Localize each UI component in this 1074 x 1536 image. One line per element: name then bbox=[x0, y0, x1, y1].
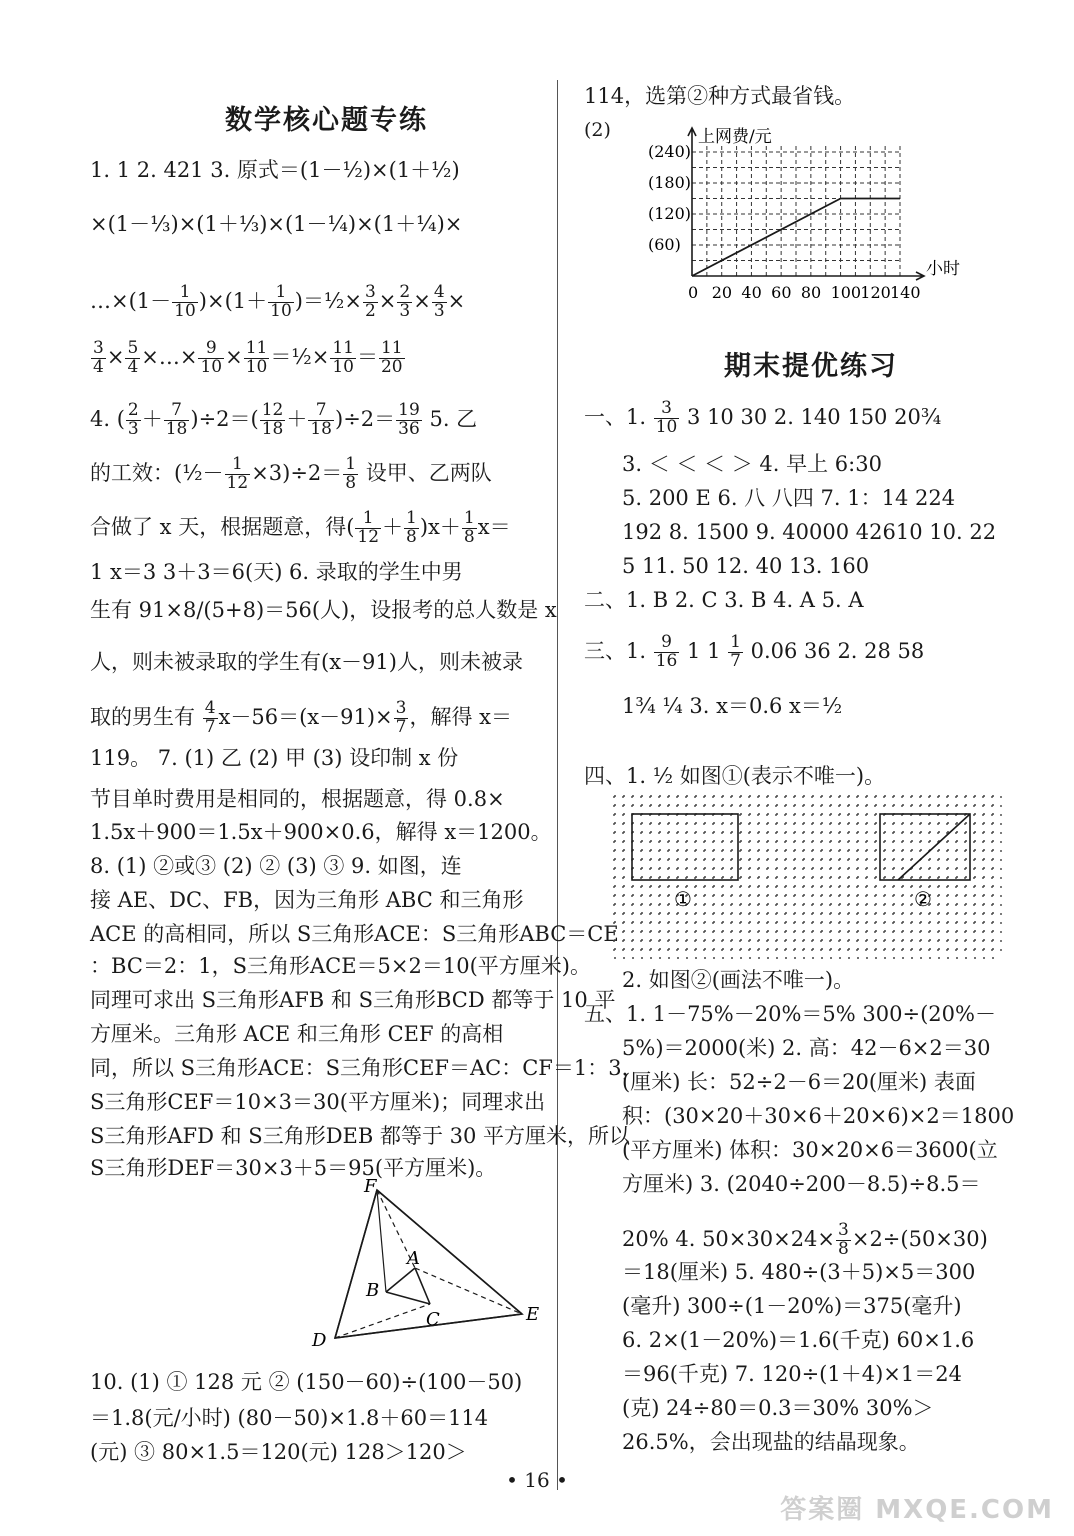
left-line-21: 同，所以 S三角形ACE：S三角形CEF＝AC：CF＝1：3， bbox=[90, 1056, 643, 1080]
continued-line: 114，选第②种方式最省钱。 bbox=[584, 84, 856, 108]
page-number: • 16 • bbox=[506, 1468, 568, 1492]
left-line-22: S三角形CEF＝10×3＝30(平方厘米)；同理求出 bbox=[90, 1090, 546, 1114]
y-tick-label: (120) bbox=[648, 204, 692, 223]
left-line-18: ：BC＝2：1，S三角形ACE＝5×2＝10(平方厘米)。 bbox=[90, 954, 591, 978]
label-E: E bbox=[526, 1304, 540, 1325]
left-line-16: 接 AE、DC、FB，因为三角形 ABC 和三角形 bbox=[90, 888, 524, 912]
right-line-1: 一、1. $\frac{3}{10}$ 3 10 30 2. 140 150 20¾ bbox=[584, 398, 942, 437]
x-tick-label: 140 bbox=[890, 283, 921, 302]
fraction: $\frac{1}{10}$ bbox=[270, 282, 292, 321]
fraction: $\frac{3}{10}$ bbox=[655, 398, 678, 437]
watermark: 答案圈 MXQE.COM bbox=[780, 1495, 1054, 1525]
fraction: $\frac{1}{12}$ bbox=[357, 508, 380, 547]
right-line-8: 1¾ ¼ 3. x＝0.6 x＝½ bbox=[622, 694, 843, 718]
right-line-21: ＝96(千克) 7. 120÷(1＋4)×1＝24 bbox=[622, 1362, 962, 1386]
left-line-15: 8. (1) ②或③ (2) ② (3) ③ 9. 如图，连 bbox=[90, 854, 462, 878]
section-heading-core: 数学核心题专练 bbox=[225, 105, 428, 136]
fraction: $\frac{1}{8}$ bbox=[463, 508, 475, 547]
right-line-4: 192 8. 1500 9. 40000 42610 10. 22 bbox=[622, 520, 997, 544]
x-tick-label: 60 bbox=[771, 283, 792, 302]
fraction: $\frac{3}{2}$ bbox=[364, 282, 376, 321]
left-line-23: S三角形AFD 和 S三角形DEB 都等于 30 平方厘米，所以 bbox=[90, 1124, 631, 1148]
graph-item-label: (2) bbox=[584, 119, 611, 141]
left-line-12: 119。 7. (1) 乙 (2) 甲 (3) 设印制 x 份 bbox=[90, 746, 459, 770]
y-tick-label: (240) bbox=[648, 142, 692, 161]
left-line-24: S三角形DEF＝30×3＋5＝95(平方厘米)。 bbox=[90, 1156, 497, 1180]
right-line-5: 5 11. 50 12. 40 13. 160 bbox=[622, 554, 870, 578]
x-tick-label: 40 bbox=[741, 283, 762, 302]
y-tick-label: (180) bbox=[648, 173, 692, 192]
fraction: $\frac{11}{10}$ bbox=[245, 338, 268, 377]
left-line-5: 4. ( $\frac{2}{3}$ ＋ $\frac{7}{18}$ )÷2＝( $\frac{12}{18}$ ＋ $\frac{7}{18}$ )÷2＝ $\frac{19}{36}$ 5. 乙 bbox=[90, 400, 478, 439]
dot-grid-figure bbox=[614, 792, 1024, 966]
fraction: $\frac{4}{3}$ bbox=[433, 282, 445, 321]
grid-label-2: ② bbox=[914, 887, 932, 911]
right-line-11: 五、1. 1－75%－20%＝5% 300÷(20%－ bbox=[584, 1002, 996, 1026]
fraction: $\frac{1}{7}$ bbox=[730, 632, 741, 671]
fraction: $\frac{4}{7}$ bbox=[204, 698, 216, 737]
x-tick-label: 0 bbox=[688, 283, 699, 302]
fraction: $\frac{3}{7}$ bbox=[395, 698, 407, 737]
x-axis-label: 小时 bbox=[926, 259, 960, 279]
left-line-13: 节目单时费用是相同的，根据题意，得 0.8× bbox=[90, 787, 505, 811]
left-line-19: 同理可求出 S三角形AFB 和 S三角形BCD 都等于 10 平 bbox=[90, 988, 616, 1012]
fraction: $\frac{1}{12}$ bbox=[226, 454, 249, 493]
left-line-2: ×(1－⅓)×(1＋⅓)×(1－¼)×(1＋¼)× bbox=[90, 212, 463, 236]
right-line-16: 方厘米) 3. (2040÷200－8.5)÷8.5＝ bbox=[622, 1172, 981, 1196]
label-B: B bbox=[366, 1280, 380, 1301]
rectangle-2-diagonal bbox=[898, 814, 970, 880]
right-line-22: (克) 24÷80＝0.3＝30% 30%＞ bbox=[622, 1396, 934, 1420]
right-line-13: (厘米) 长：52÷2－6＝20(厘米) 表面 bbox=[622, 1070, 976, 1094]
fraction: $\frac{9}{10}$ bbox=[200, 338, 223, 377]
fraction: $\frac{7}{18}$ bbox=[310, 400, 332, 439]
left-line-20: 方厘米。三角形 ACE 和三角形 CEF 的高相 bbox=[90, 1022, 504, 1046]
label-D: D bbox=[312, 1330, 327, 1351]
left-line-7: 合做了 x 天，根据题意，得( $\frac{1}{12}$ ＋ $\frac{1}{8}$ )x＋ $\frac{1}{8}$ x＝ bbox=[90, 508, 511, 547]
right-line-15: (平方厘米) 体积：30×20×6＝3600(立 bbox=[622, 1138, 998, 1162]
label-F: F bbox=[364, 1176, 377, 1197]
fraction: $\frac{1}{8}$ bbox=[345, 454, 357, 493]
fraction: $\frac{1}{10}$ bbox=[174, 282, 196, 321]
label-C: C bbox=[426, 1309, 440, 1330]
label-A: A bbox=[407, 1248, 420, 1269]
section-heading-final: 期末提优练习 bbox=[724, 351, 898, 382]
left-line-25: 10. (1) ① 128 元 ② (150－60)÷(100－50) bbox=[90, 1370, 523, 1394]
x-tick-label: 20 bbox=[711, 283, 733, 302]
right-line-6: 二、1. B 2. C 3. B 4. A 5. A bbox=[584, 588, 864, 612]
fraction: $\frac{2}{3}$ bbox=[127, 400, 139, 439]
right-line-3: 5. 200 E 6. 八 八四 7. 1：14 224 bbox=[622, 486, 956, 510]
left-line-27: (元) ③ 80×1.5＝120(元) 128＞120＞ bbox=[90, 1440, 467, 1464]
fraction: $\frac{5}{4}$ bbox=[127, 338, 139, 377]
fraction: $\frac{12}{18}$ bbox=[261, 400, 284, 439]
fraction: $\frac{1}{8}$ bbox=[406, 508, 417, 547]
right-line-19: (毫升) 300÷(1－20%)＝375(毫升) bbox=[622, 1294, 962, 1318]
fraction: $\frac{11}{10}$ bbox=[332, 338, 354, 377]
left-line-11: 取的男生有 $\frac{4}{7}$ x－56＝(x－91)× $\frac{3}{7}$ ，解得 x＝ bbox=[90, 698, 512, 737]
grid-label-1: ① bbox=[674, 887, 692, 911]
left-line-10: 人，则未被录取的学生有(x－91)人，则未被录 bbox=[90, 650, 523, 674]
fraction: $\frac{3}{8}$ bbox=[838, 1220, 849, 1259]
right-line-9: 四、1. ½ 如图①(表示不唯一)。 bbox=[584, 764, 886, 788]
left-line-17: ACE 的高相同，所以 S三角形ACE：S三角形ABC＝CE bbox=[90, 922, 619, 946]
triangle-figure bbox=[200, 1176, 540, 1351]
right-line-18: ＝18(厘米) 5. 480÷(3＋5)×5＝300 bbox=[622, 1260, 976, 1284]
right-line-12: 5%)＝2000(米) 2. 高：42－6×2＝30 bbox=[622, 1036, 991, 1060]
left-line-4: $\frac{3}{4}$ × $\frac{5}{4}$ ×…× $\frac{9}{10}$ × $\frac{11}{10}$ ＝½× $\frac{11}{10}$ ＝ $\frac{11}{20}$ bbox=[93, 338, 403, 377]
right-line-7: 三、1. $\frac{9}{16}$ 1 1 $\frac{1}{7}$ 0.06 36 2. 28 58 bbox=[584, 632, 925, 671]
internet-fee-chart bbox=[624, 114, 1024, 314]
left-line-14: 1.5x＋900＝1.5x＋900×0.6，解得 x＝1200。 bbox=[90, 820, 552, 844]
fraction: $\frac{7}{18}$ bbox=[165, 400, 188, 439]
y-tick-label: (60) bbox=[648, 235, 681, 254]
left-line-3: …×(1－ $\frac{1}{10}$ )×(1＋ $\frac{1}{10}$ )＝½× $\frac{3}{2}$ × $\frac{2}{3}$ × $\frac{4}{3}$ × bbox=[90, 282, 466, 321]
right-line-17: 20% 4. 50×30×24× $\frac{3}{8}$ ×2÷(50×30) bbox=[622, 1220, 988, 1259]
chart-axes bbox=[688, 128, 924, 280]
x-tick-label: 80 bbox=[800, 283, 822, 302]
left-line-6: 的工效：(½－ $\frac{1}{12}$ ×3)÷2＝ $\frac{1}{8}$ 设甲、乙两队 bbox=[90, 454, 492, 493]
fraction: $\frac{11}{20}$ bbox=[380, 338, 403, 377]
left-line-9: 生有 91×8/(5+8)＝56(人)，设报考的总人数是 x bbox=[90, 598, 557, 622]
right-line-20: 6. 2×(1－20%)＝1.6(千克) 60×1.6 bbox=[622, 1328, 975, 1352]
column-divider bbox=[557, 80, 558, 1490]
x-tick-label: 100 bbox=[830, 283, 862, 302]
right-line-10: 2. 如图②(画法不唯一)。 bbox=[622, 968, 855, 992]
fraction: $\frac{9}{16}$ bbox=[655, 632, 678, 671]
fraction: $\frac{3}{4}$ bbox=[93, 338, 104, 377]
fraction: $\frac{19}{36}$ bbox=[398, 400, 420, 439]
right-line-14: 积：(30×20＋30×6＋20×6)×2＝1800 bbox=[622, 1104, 1015, 1128]
x-tick-label: 120 bbox=[860, 283, 891, 302]
left-line-26: ＝1.8(元/小时) (80－50)×1.8＋60＝114 bbox=[90, 1406, 489, 1430]
right-line-2: 3. ＜ ＜ ＜ ＞ 4. 早上 6:30 bbox=[622, 452, 882, 476]
y-axis-label: 上网费/元 bbox=[698, 127, 772, 147]
right-line-23: 26.5%，会出现盐的结晶现象。 bbox=[622, 1430, 920, 1454]
fraction: $\frac{2}{3}$ bbox=[399, 282, 411, 321]
left-line-1: 1. 1 2. 421 3. 原式＝(1－½)×(1＋½) bbox=[90, 158, 460, 182]
left-line-8: 1 x＝3 3＋3＝6(天) 6. 录取的学生中男 bbox=[90, 560, 463, 584]
